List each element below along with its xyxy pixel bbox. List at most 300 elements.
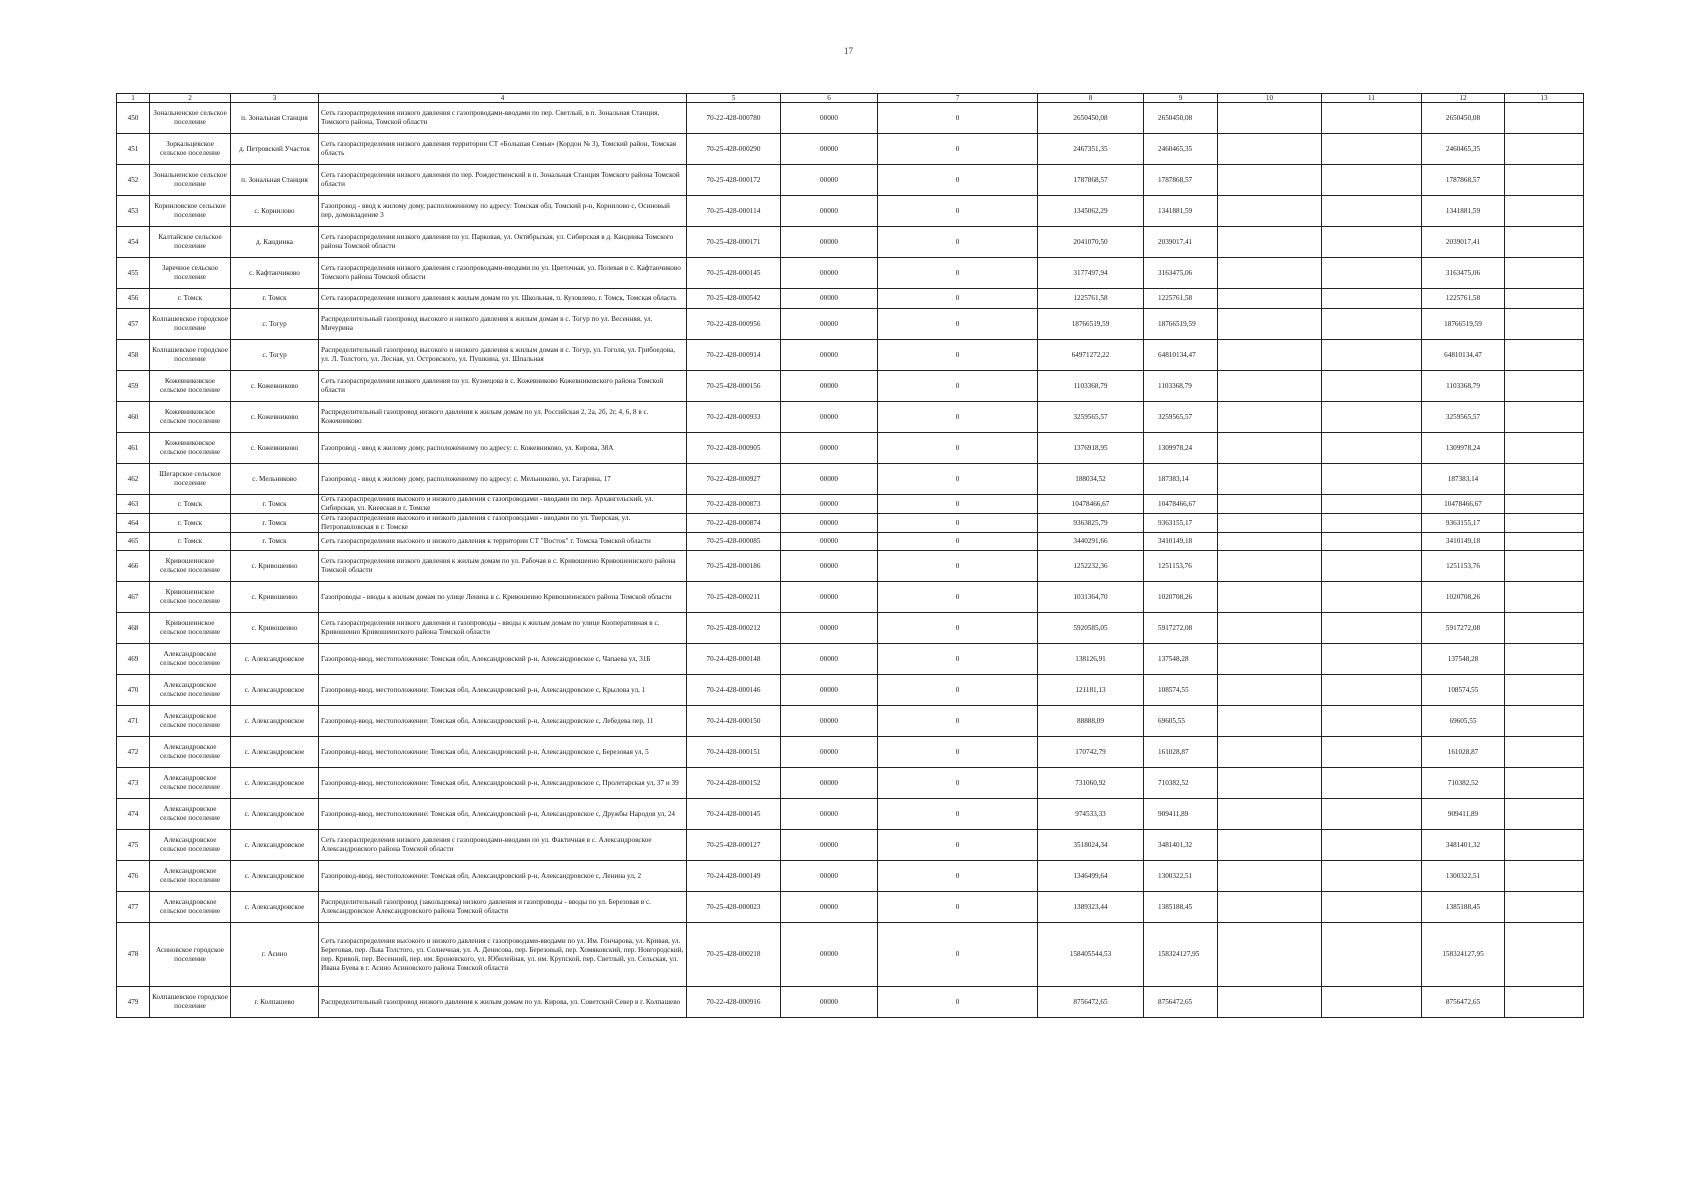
column-9-value-cell: 1385188,45 [1144,892,1218,923]
column-12-value-cell: 1251153,76 [1422,551,1505,582]
settlement-cell: Кожевниковское сельское поселение [150,402,231,433]
table-row [117,495,1584,514]
column-9-value-cell: 10478466,67 [1144,495,1218,514]
column-12-value-cell: 1300322,51 [1422,861,1505,892]
column-13-cell [1505,340,1584,371]
row-number-cell: 474 [117,799,150,830]
object-description-cell: Газопровод-ввод, местоположение: Томская обл, Александровский р-н, Александровское с, Дружбы Народов ул, 24 [319,799,687,830]
settlement-cell: Александровское сельское поселение [150,644,231,675]
column-13-cell [1505,613,1584,644]
locality-cell: с. Александровское [231,768,319,799]
table-row [117,514,1584,533]
column-10-cell [1218,737,1322,768]
column-7-cell: 0 [878,737,1038,768]
registry-code-cell: 70-24-428-000150 [687,706,781,737]
object-description-cell: Газопроводы - вводы к жилым домам по улице Ленина в с. Кривошеино Кривошеинского района Томской области [319,582,687,613]
column-6-cell: 00000 [781,861,878,892]
column-8-value-cell: 121181,13 [1038,675,1144,706]
registry-code-cell: 70-24-428-000146 [687,675,781,706]
column-10-cell [1218,340,1322,371]
settlement-cell: Шегарское сельское поселение [150,464,231,495]
settlement-cell: г. Томск [150,289,231,309]
column-8-value-cell: 3518024,34 [1038,830,1144,861]
table-row [117,402,1584,433]
column-10-cell [1218,613,1322,644]
column-11-cell [1322,768,1422,799]
column-12-value-cell: 69605,55 [1422,706,1505,737]
column-13-cell [1505,433,1584,464]
column-6-cell: 00000 [781,371,878,402]
column-number: 11 [1322,94,1422,103]
column-11-cell [1322,892,1422,923]
column-11-cell [1322,309,1422,340]
row-number-cell: 475 [117,830,150,861]
registry-code-cell: 70-22-428-000874 [687,514,781,533]
column-7-cell: 0 [878,165,1038,196]
column-6-cell: 00000 [781,289,878,309]
locality-cell: п. Зональная Станция [231,103,319,134]
locality-cell: с. Александровское [231,892,319,923]
column-13-cell [1505,289,1584,309]
object-description-cell: Газопровод - ввод к жилому дому, расположенному по адресу: Томская обл, Томский р-н, Корнилово с, Осиновый пер, домовладение 3 [319,196,687,227]
column-10-cell [1218,103,1322,134]
column-7-cell: 0 [878,830,1038,861]
column-11-cell [1322,258,1422,289]
registry-code-cell: 70-25-428-000114 [687,196,781,227]
column-9-value-cell: 1341881,59 [1144,196,1218,227]
column-9-value-cell: 1103368,79 [1144,371,1218,402]
column-12-value-cell: 2650450,08 [1422,103,1505,134]
row-number-cell: 452 [117,165,150,196]
column-10-cell [1218,309,1322,340]
column-13-cell [1505,165,1584,196]
locality-cell: д. Петровский Участок [231,134,319,165]
column-12-value-cell: 8756472,65 [1422,987,1505,1018]
locality-cell: с. Александровское [231,861,319,892]
column-8-value-cell: 158405544,53 [1038,923,1144,987]
row-number-cell: 463 [117,495,150,514]
column-12-value-cell: 161028,87 [1422,737,1505,768]
table-row [117,923,1584,987]
column-10-cell [1218,514,1322,533]
settlement-cell: Корниловское сельское поселение [150,196,231,227]
row-number-cell: 466 [117,551,150,582]
column-9-value-cell: 18766519,59 [1144,309,1218,340]
column-13-cell [1505,737,1584,768]
column-8-value-cell: 1103368,79 [1038,371,1144,402]
locality-cell: г. Томск [231,495,319,514]
row-number-cell: 450 [117,103,150,134]
column-7-cell: 0 [878,227,1038,258]
object-description-cell: Распределительный газопровод высокого и низкого давления к жилым домам в с. Тогур по ул. Весенняя, ул. Мичурина [319,309,687,340]
column-6-cell: 00000 [781,799,878,830]
column-9-value-cell: 909411,89 [1144,799,1218,830]
column-9-value-cell: 1787868,57 [1144,165,1218,196]
object-description-cell: Газопровод - ввод к жилому дому, расположенному по адресу: с. Кожевниково, ул. Кирова, 38А [319,433,687,464]
registry-code-cell: 70-25-428-000211 [687,582,781,613]
column-10-cell [1218,892,1322,923]
table-row [117,289,1584,309]
object-description-cell: Распределительный газопровод (закольцовка) низкого давления и газопроводы - вводы по ул. Березовая в с. Александровское Александровского района Томской области [319,892,687,923]
table-row [117,892,1584,923]
column-12-value-cell: 710382,52 [1422,768,1505,799]
object-description-cell: Сеть газораспределения высокого и низкого давления к территории СТ "Восток" г. Томска Томской области [319,533,687,551]
column-8-value-cell: 18766519,59 [1038,309,1144,340]
settlement-cell: Колпашевское городское поселение [150,987,231,1018]
column-10-cell [1218,258,1322,289]
column-13-cell [1505,227,1584,258]
column-10-cell [1218,533,1322,551]
column-11-cell [1322,289,1422,309]
column-13-cell [1505,582,1584,613]
column-8-value-cell: 974533,33 [1038,799,1144,830]
column-12-value-cell: 5917272,08 [1422,613,1505,644]
column-10-cell [1218,861,1322,892]
object-description-cell: Сеть газораспределения высокого и низкого давления с газопроводами - вводами по ул. Тверская, ул. Петропавловская в г. Томске [319,514,687,533]
registry-code-cell: 70-22-428-000916 [687,987,781,1018]
column-9-value-cell: 69605,55 [1144,706,1218,737]
registry-code-cell: 70-24-428-000151 [687,737,781,768]
column-6-cell: 00000 [781,103,878,134]
column-13-cell [1505,533,1584,551]
column-13-cell [1505,892,1584,923]
row-number-cell: 472 [117,737,150,768]
column-12-value-cell: 909411,89 [1422,799,1505,830]
column-8-value-cell: 2467351,35 [1038,134,1144,165]
column-9-value-cell: 158324127,95 [1144,923,1218,987]
column-7-cell: 0 [878,799,1038,830]
column-number: 10 [1218,94,1322,103]
locality-cell: д. Кандинка [231,227,319,258]
column-10-cell [1218,675,1322,706]
column-10-cell [1218,830,1322,861]
locality-cell: с. Кожевниково [231,402,319,433]
column-number-row [117,94,1584,103]
column-7-cell: 0 [878,706,1038,737]
column-12-value-cell: 108574,55 [1422,675,1505,706]
column-7-cell: 0 [878,134,1038,165]
column-11-cell [1322,923,1422,987]
table-row [117,134,1584,165]
column-9-value-cell: 161028,87 [1144,737,1218,768]
column-9-value-cell: 187383,14 [1144,464,1218,495]
settlement-cell: Кривошеинское сельское поселение [150,582,231,613]
column-8-value-cell: 1346499,64 [1038,861,1144,892]
settlement-cell: г. Томск [150,533,231,551]
column-13-cell [1505,675,1584,706]
table-row [117,340,1584,371]
column-6-cell: 00000 [781,987,878,1018]
settlement-cell: Асиновское городское поселение [150,923,231,987]
row-number-cell: 471 [117,706,150,737]
column-10-cell [1218,987,1322,1018]
column-13-cell [1505,309,1584,340]
registry-code-cell: 70-25-428-000172 [687,165,781,196]
registry-code-cell: 70-25-428-000085 [687,533,781,551]
column-12-value-cell: 2460465,35 [1422,134,1505,165]
column-11-cell [1322,861,1422,892]
column-10-cell [1218,134,1322,165]
column-9-value-cell: 710382,52 [1144,768,1218,799]
column-10-cell [1218,433,1322,464]
row-number-cell: 456 [117,289,150,309]
object-description-cell: Газопровод-ввод, местоположение: Томская обл, Александровский р-н, Александровское с, Пролетарская ул, 37 и 39 [319,768,687,799]
column-7-cell: 0 [878,371,1038,402]
object-description-cell: Газопровод - ввод к жилому дому, расположенному по адресу: с. Мельниково, ул. Гагарина, 17 [319,464,687,495]
column-6-cell: 00000 [781,340,878,371]
settlement-cell: Зональненское сельское поселение [150,103,231,134]
column-7-cell: 0 [878,258,1038,289]
column-7-cell: 0 [878,768,1038,799]
column-10-cell [1218,923,1322,987]
column-10-cell [1218,464,1322,495]
column-9-value-cell: 3481401,32 [1144,830,1218,861]
settlement-cell: Кривошеинское сельское поселение [150,551,231,582]
column-8-value-cell: 1787868,57 [1038,165,1144,196]
settlement-cell: Колпашевское городское поселение [150,340,231,371]
settlement-cell: г. Томск [150,514,231,533]
column-7-cell: 0 [878,402,1038,433]
locality-cell: с. Александровское [231,706,319,737]
column-11-cell [1322,551,1422,582]
column-number: 5 [687,94,781,103]
row-number-cell: 476 [117,861,150,892]
column-13-cell [1505,196,1584,227]
table-row [117,103,1584,134]
object-description-cell: Газопровод-ввод, местоположение: Томская обл, Александровский р-н, Александровское с, Ленина ул, 2 [319,861,687,892]
settlement-cell: Александровское сельское поселение [150,675,231,706]
locality-cell: г. Колпашево [231,987,319,1018]
column-8-value-cell: 64971272,22 [1038,340,1144,371]
registry-code-cell: 70-22-428-000927 [687,464,781,495]
column-12-value-cell: 18766519,59 [1422,309,1505,340]
registry-code-cell: 70-24-428-000152 [687,768,781,799]
row-number-cell: 461 [117,433,150,464]
table-row [117,258,1584,289]
settlement-cell: Колпашевское городское поселение [150,309,231,340]
locality-cell: с. Александровское [231,644,319,675]
column-8-value-cell: 88888,09 [1038,706,1144,737]
table-row [117,582,1584,613]
registry-code-cell: 70-24-428-000145 [687,799,781,830]
column-12-value-cell: 187383,14 [1422,464,1505,495]
column-6-cell: 00000 [781,402,878,433]
column-10-cell [1218,768,1322,799]
locality-cell: с. Мельниково [231,464,319,495]
registry-code-cell: 70-24-428-000149 [687,861,781,892]
row-number-cell: 454 [117,227,150,258]
row-number-cell: 458 [117,340,150,371]
column-10-cell [1218,402,1322,433]
column-6-cell: 00000 [781,892,878,923]
table-row [117,861,1584,892]
column-8-value-cell: 3440291,66 [1038,533,1144,551]
table-row [117,165,1584,196]
column-number: 8 [1038,94,1144,103]
object-description-cell: Сеть газораспределения низкого давления с газопроводами-вводами по пер. Светлый, в п. Зональная Станция, Томского района, Томской области [319,103,687,134]
column-12-value-cell: 64810134,47 [1422,340,1505,371]
table-row [117,196,1584,227]
column-number: 7 [878,94,1038,103]
row-number-cell: 457 [117,309,150,340]
column-12-value-cell: 3410149,18 [1422,533,1505,551]
column-13-cell [1505,514,1584,533]
locality-cell: п. Зональная Станция [231,165,319,196]
object-description-cell: Сеть газораспределения низкого давления территории СТ «Большая Семья» (Кордон № 3), Томский район, Томская область [319,134,687,165]
column-9-value-cell: 108574,55 [1144,675,1218,706]
column-12-value-cell: 10478466,67 [1422,495,1505,514]
column-8-value-cell: 138126,91 [1038,644,1144,675]
column-12-value-cell: 3481401,32 [1422,830,1505,861]
registry-code-cell: 70-24-428-000148 [687,644,781,675]
table-row [117,675,1584,706]
column-13-cell [1505,371,1584,402]
object-description-cell: Газопровод-ввод, местоположение: Томская обл, Александровский р-н, Александровское с, Березовая ул, 5 [319,737,687,768]
column-9-value-cell: 2650450,08 [1144,103,1218,134]
registry-code-cell: 70-22-428-000780 [687,103,781,134]
column-10-cell [1218,227,1322,258]
column-6-cell: 00000 [781,134,878,165]
column-11-cell [1322,582,1422,613]
column-7-cell: 0 [878,533,1038,551]
settlement-cell: Кривошеинское сельское поселение [150,613,231,644]
column-9-value-cell: 1300322,51 [1144,861,1218,892]
column-6-cell: 00000 [781,551,878,582]
column-8-value-cell: 170742,79 [1038,737,1144,768]
column-12-value-cell: 1020708,26 [1422,582,1505,613]
table-row [117,987,1584,1018]
table-row [117,551,1584,582]
column-8-value-cell: 1225761,58 [1038,289,1144,309]
registry-code-cell: 70-25-428-000145 [687,258,781,289]
registry-code-cell: 70-22-428-000873 [687,495,781,514]
column-8-value-cell: 188034,52 [1038,464,1144,495]
column-9-value-cell: 1225761,58 [1144,289,1218,309]
row-number-cell: 469 [117,644,150,675]
column-13-cell [1505,258,1584,289]
column-10-cell [1218,196,1322,227]
column-12-value-cell: 1787868,57 [1422,165,1505,196]
registry-code-cell: 70-25-428-000156 [687,371,781,402]
object-description-cell: Сеть газораспределения высокого и низкого давления с газопроводами-вводами по ул. Им. Гончарова, ул. Кривая, ул. Береговая, пер. Льва Толстого, ул. Солнечная, ул. А. Денисова, пер. Березовый, пер. Хомяковский, пер. Новгородский, пер. Кривой, пер. Весенний, пер. им. Броневского, ул. Юбилейная, ул. им. Крупской, пер. Светлый, ул. Сельская, ул. Ивана Буева в г. Асино Асиновского района Томской области [319,923,687,987]
column-9-value-cell: 3410149,18 [1144,533,1218,551]
settlement-cell: Александровское сельское поселение [150,768,231,799]
column-8-value-cell: 1252232,36 [1038,551,1144,582]
column-11-cell [1322,613,1422,644]
column-9-value-cell: 8756472,65 [1144,987,1218,1018]
row-number-cell: 465 [117,533,150,551]
table-row [117,309,1584,340]
column-7-cell: 0 [878,892,1038,923]
column-13-cell [1505,103,1584,134]
table-row [117,371,1584,402]
table-row [117,799,1584,830]
column-7-cell: 0 [878,433,1038,464]
locality-cell: г. Асино [231,923,319,987]
column-13-cell [1505,402,1584,433]
column-11-cell [1322,675,1422,706]
row-number-cell: 453 [117,196,150,227]
column-number: 3 [231,94,319,103]
locality-cell: г. Томск [231,533,319,551]
column-6-cell: 00000 [781,196,878,227]
column-13-cell [1505,644,1584,675]
row-number-cell: 478 [117,923,150,987]
column-8-value-cell: 2041070,50 [1038,227,1144,258]
column-11-cell [1322,987,1422,1018]
column-10-cell [1218,495,1322,514]
column-7-cell: 0 [878,675,1038,706]
settlement-cell: г. Томск [150,495,231,514]
settlement-cell: Калтайское сельское поселение [150,227,231,258]
settlement-cell: Александровское сельское поселение [150,799,231,830]
column-8-value-cell: 1376918,95 [1038,433,1144,464]
registry-code-cell: 70-22-428-000933 [687,402,781,433]
registry-code-cell: 70-22-428-000905 [687,433,781,464]
column-10-cell [1218,165,1322,196]
settlement-cell: Кожевниковское сельское поселение [150,371,231,402]
column-6-cell: 00000 [781,768,878,799]
column-11-cell [1322,340,1422,371]
column-13-cell [1505,551,1584,582]
column-number: 6 [781,94,878,103]
column-13-cell [1505,495,1584,514]
column-6-cell: 00000 [781,613,878,644]
locality-cell: с. Александровское [231,675,319,706]
column-11-cell [1322,433,1422,464]
registry-code-cell: 70-25-428-000218 [687,923,781,987]
column-10-cell [1218,582,1322,613]
locality-cell: с. Кожевниково [231,433,319,464]
locality-cell: с. Кожевниково [231,371,319,402]
column-12-value-cell: 9363155,17 [1422,514,1505,533]
column-12-value-cell: 1103368,79 [1422,371,1505,402]
column-11-cell [1322,227,1422,258]
registry-code-cell: 70-25-428-000127 [687,830,781,861]
registry-code-cell: 70-25-428-000186 [687,551,781,582]
locality-cell: с. Кривошеино [231,613,319,644]
column-6-cell: 00000 [781,495,878,514]
column-9-value-cell: 3163475,06 [1144,258,1218,289]
column-8-value-cell: 10478466,67 [1038,495,1144,514]
column-11-cell [1322,165,1422,196]
locality-cell: с. Тогур [231,340,319,371]
object-description-cell: Сеть газораспределения низкого давления и газопроводы - вводы к жилым домам по улице Кооперативная в с. Кривошеино Кривошеинского района Томской области [319,613,687,644]
registry-code-cell: 70-22-428-000956 [687,309,781,340]
column-13-cell [1505,830,1584,861]
table-row [117,227,1584,258]
row-number-cell: 477 [117,892,150,923]
object-description-cell: Газопровод-ввод, местоположение: Томская обл, Александровский р-н, Александровское с, Лебедева пер, 11 [319,706,687,737]
column-9-value-cell: 1251153,76 [1144,551,1218,582]
object-description-cell: Распределительный газопровод низкого давления к жилым домам по ул. Российская 2, 2а, 2б, 2г, 4, 6, 8 в с. Кожевниково [319,402,687,433]
settlement-cell: Александровское сельское поселение [150,861,231,892]
column-9-value-cell: 3259565,57 [1144,402,1218,433]
object-description-cell: Газопровод-ввод, местоположение: Томская обл, Александровский р-н, Александровское с, Крылова ул, 1 [319,675,687,706]
object-description-cell: Сеть газораспределения низкого давления по ул. Парковая, ул. Октябрьская, ул. Сибирская в д. Кандинка Томского района Томской области [319,227,687,258]
column-12-value-cell: 1385188,45 [1422,892,1505,923]
column-9-value-cell: 64810134,47 [1144,340,1218,371]
column-6-cell: 00000 [781,582,878,613]
column-7-cell: 0 [878,613,1038,644]
column-7-cell: 0 [878,923,1038,987]
column-8-value-cell: 1389323,44 [1038,892,1144,923]
locality-cell: г. Томск [231,289,319,309]
column-7-cell: 0 [878,861,1038,892]
column-8-value-cell: 1345062,29 [1038,196,1144,227]
column-7-cell: 0 [878,464,1038,495]
table-row [117,613,1584,644]
